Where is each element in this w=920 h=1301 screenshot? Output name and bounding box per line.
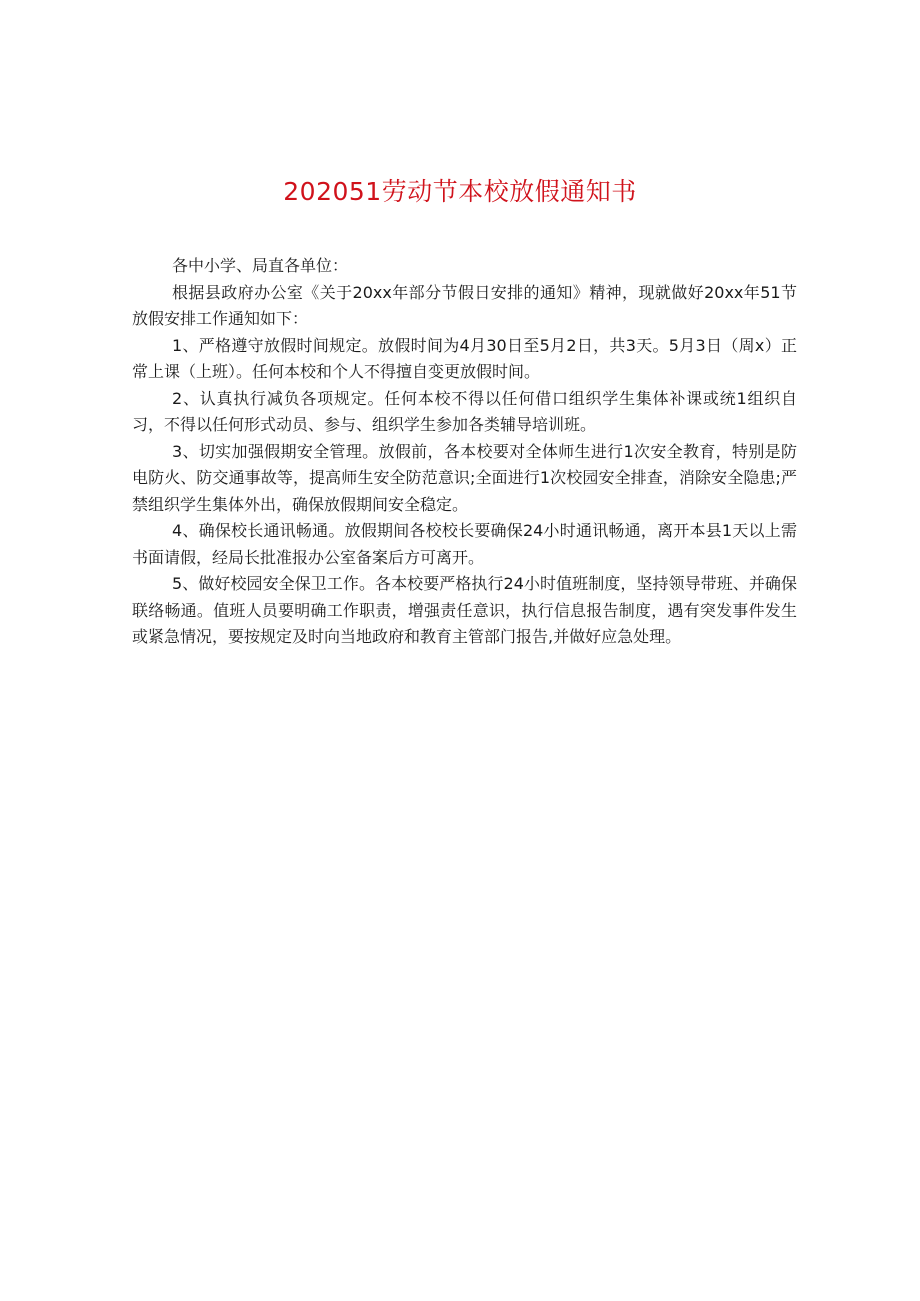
item-paragraph-4: 4、确保校长通讯畅通。放假期间各校校长要确保24小时通讯畅通，离开本县1天以上需书面请假，经局长批准报办公室备案后方可离开。 — [132, 521, 797, 567]
salutation: 各中小学、局直各单位： — [172, 256, 349, 275]
item-paragraph-2: 2、认真执行减负各项规定。任何本校不得以任何借口组织学生集体补课或统1组织自习，不得以任何形式动员、参与、组织学生参加各类辅导培训班。 — [132, 388, 797, 434]
document-title: 202051劳动节本校放假通知书 — [283, 177, 637, 206]
item-paragraph-1: 1、严格遵守放假时间规定。放假时间为4月30日至5月2日，共3天。5月3日（周x）正常上课（上班）。任何本校和个人不得擅自变更放假时间。 — [132, 335, 797, 381]
item-paragraph-5: 5、做好校园安全保卫工作。各本校要严格执行24小时值班制度，坚持领导带班、并确保联络畅通。值班人员要明确工作职责，增强责任意识，执行信息报告制度，遇有突发事件发生或紧急情况，要按规定及时向当地政府和教育主管部门报告,并做好应急处理。 — [132, 574, 797, 646]
intro-paragraph: 根据县政府办公室《关于20xx年部分节假日安排的通知》精神，现就做好20xx年51节放假安排工作通知如下： — [132, 282, 797, 328]
document-body — [132, 253, 797, 651]
item-paragraph-3: 3、切实加强假期安全管理。放假前，各本校要对全体师生进行1次安全教育，特别是防电防火、防交通事故等，提高师生安全防范意识;全面进行1次校园安全排查，消除安全隐患;严禁组织学生集体外出，确保放假期间安全稳定。 — [132, 441, 797, 514]
